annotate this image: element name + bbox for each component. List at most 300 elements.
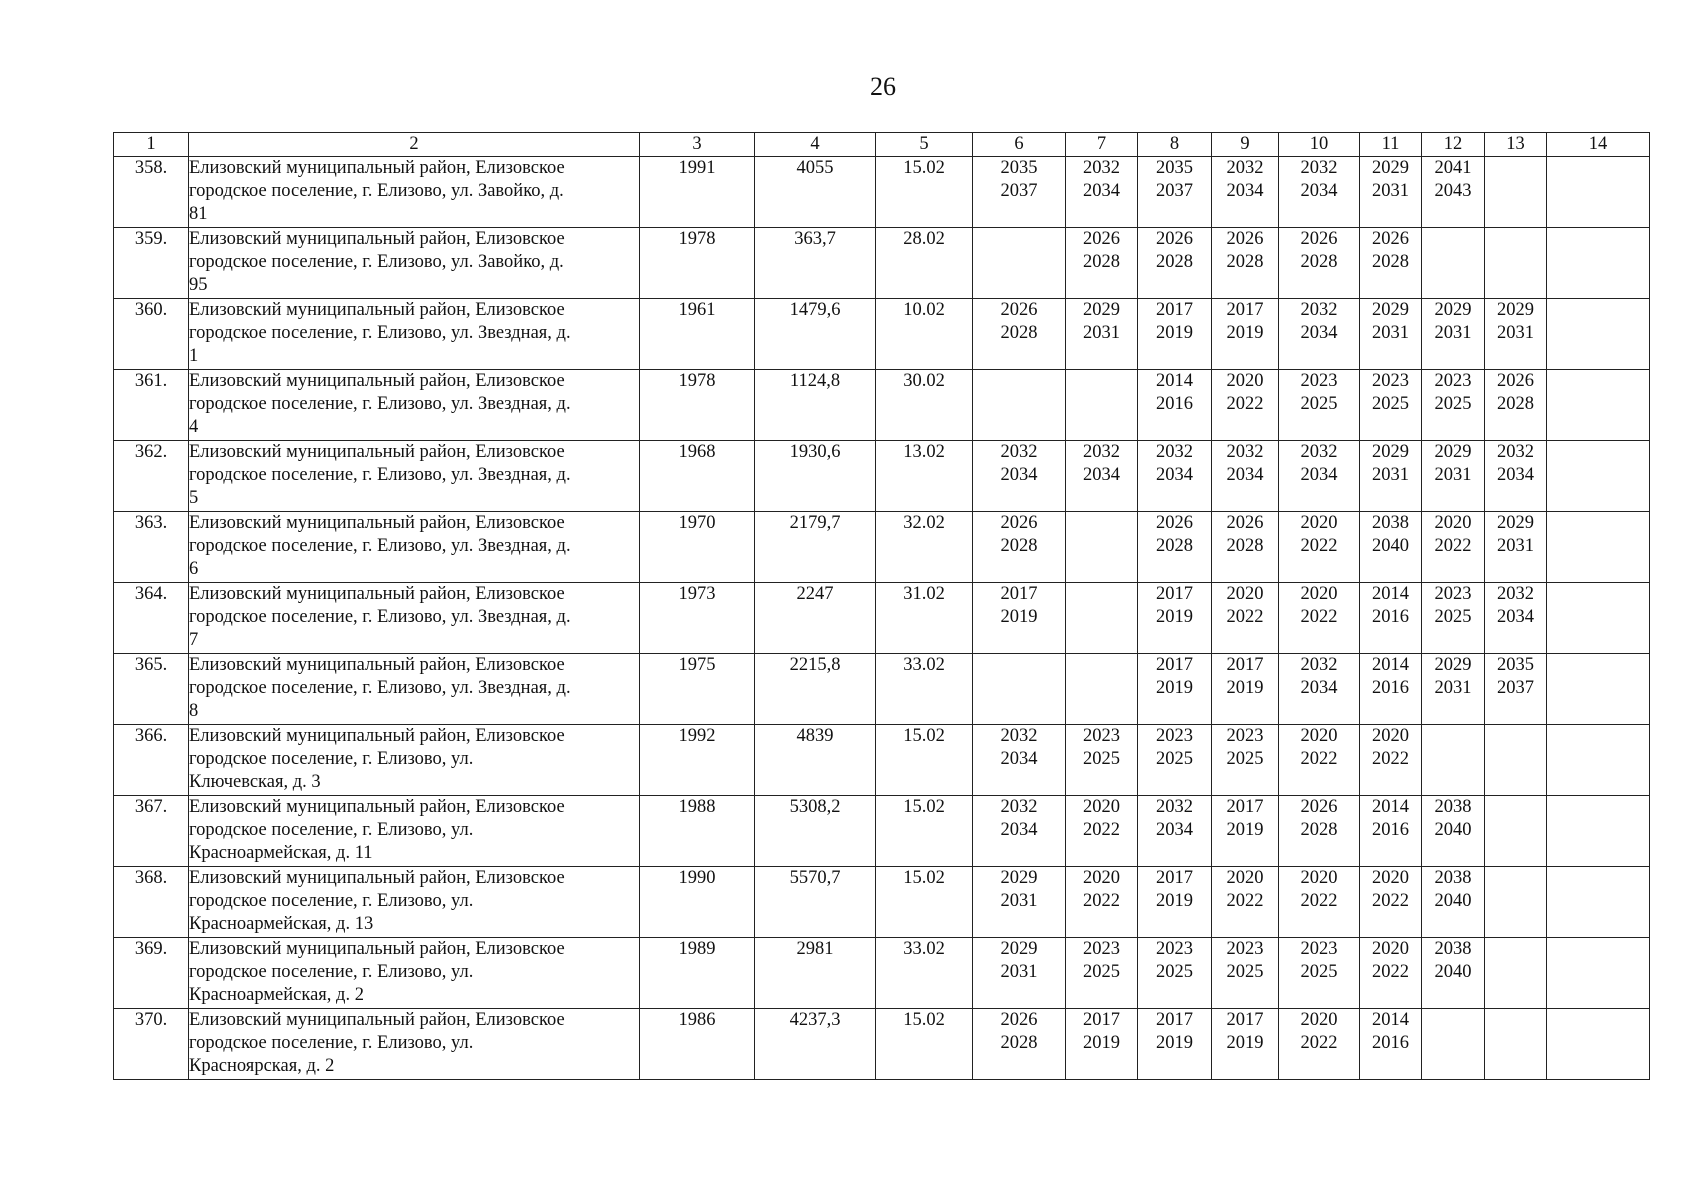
address-line: городское поселение, г. Елизово, ул. Завойко, д. (189, 252, 564, 272)
period-cell (1485, 796, 1547, 867)
period-year: 2026 (1083, 229, 1120, 249)
period-cell (1360, 725, 1422, 796)
period-cell (1547, 228, 1650, 299)
period-year: 2014 (1372, 1010, 1409, 1030)
period-year: 2026 (1300, 229, 1338, 249)
period-cell (1066, 299, 1138, 370)
table-row (114, 512, 1650, 583)
period-cell (973, 228, 1066, 299)
period-year: 2034 (1083, 181, 1120, 201)
period-year: 2032 (1083, 158, 1120, 178)
period-year: 2028 (1226, 252, 1264, 272)
period-year: 2031 (1497, 323, 1534, 343)
period-year: 2025 (1226, 749, 1264, 769)
address-line: городское поселение, г. Елизово, ул. Звездная, д. (189, 536, 571, 556)
table-row (114, 938, 1650, 1009)
period-cell (1485, 938, 1547, 1009)
period-year: 2023 (1083, 939, 1120, 959)
column-header: 7 (1066, 133, 1138, 157)
period-cell (1138, 157, 1212, 228)
period-year: 2040 (1372, 536, 1409, 556)
period-year: 2014 (1156, 371, 1193, 391)
area-cell: 363,7 (755, 228, 876, 299)
period-cell (1485, 370, 1547, 441)
period-cell (1422, 299, 1485, 370)
address-line: городское поселение, г. Елизово, ул. (189, 891, 474, 911)
period-year: 2020 (1226, 371, 1264, 391)
period-cell (1138, 654, 1212, 725)
address-line: Ключевская, д. 3 (189, 772, 321, 792)
period-cell (1422, 441, 1485, 512)
row-number-cell: 366. (114, 725, 189, 796)
period-year: 2032 (1156, 797, 1193, 817)
period-year: 2034 (1300, 323, 1338, 343)
period-year: 2020 (1300, 726, 1338, 746)
period-year: 2032 (1226, 158, 1264, 178)
column-header: 2 (189, 133, 640, 157)
period-cell (1360, 867, 1422, 938)
code-cell: 15.02 (876, 1009, 973, 1080)
period-year: 2034 (1226, 465, 1264, 485)
period-year: 2016 (1372, 607, 1409, 627)
area-cell: 1479,6 (755, 299, 876, 370)
code-cell: 31.02 (876, 583, 973, 654)
period-cell (1422, 867, 1485, 938)
year-cell: 1968 (640, 441, 755, 512)
address-cell (189, 228, 640, 299)
area-cell: 5570,7 (755, 867, 876, 938)
address-line: 8 (189, 701, 199, 721)
period-cell (1066, 725, 1138, 796)
period-cell (1138, 938, 1212, 1009)
period-year: 2017 (1156, 300, 1193, 320)
period-cell (1485, 867, 1547, 938)
period-year: 2041 (1434, 158, 1472, 178)
period-year: 2026 (1000, 1010, 1038, 1030)
period-cell (973, 157, 1066, 228)
period-cell (1360, 228, 1422, 299)
period-cell (1212, 441, 1279, 512)
period-cell (1279, 725, 1360, 796)
period-cell (1485, 725, 1547, 796)
address-cell (189, 938, 640, 1009)
address-line: городское поселение, г. Елизово, ул. (189, 962, 474, 982)
period-year: 2023 (1156, 939, 1193, 959)
period-year: 2034 (1156, 465, 1193, 485)
period-year: 2017 (1156, 584, 1193, 604)
period-year: 2029 (1497, 513, 1534, 533)
address-cell (189, 725, 640, 796)
period-cell (1279, 1009, 1360, 1080)
address-line: Елизовский муниципальный район, Елизовское (189, 584, 565, 604)
period-cell (1547, 1009, 1650, 1080)
period-cell (1547, 654, 1650, 725)
period-year: 2031 (1372, 465, 1409, 485)
period-year: 2028 (1300, 252, 1338, 272)
address-line: 95 (189, 275, 208, 295)
address-line: 6 (189, 559, 199, 579)
period-year: 2019 (1000, 607, 1038, 627)
period-year: 2034 (1000, 820, 1038, 840)
period-year: 2026 (1372, 229, 1409, 249)
period-year: 2032 (1083, 442, 1120, 462)
period-year: 2034 (1300, 678, 1338, 698)
period-cell (973, 867, 1066, 938)
period-year: 2031 (1000, 962, 1038, 982)
period-cell (1547, 441, 1650, 512)
period-year: 2022 (1300, 607, 1338, 627)
area-cell: 2981 (755, 938, 876, 1009)
code-cell: 30.02 (876, 370, 973, 441)
period-cell (1212, 512, 1279, 583)
period-year: 2022 (1226, 394, 1264, 414)
period-year: 2038 (1434, 939, 1472, 959)
row-number-cell: 369. (114, 938, 189, 1009)
period-year: 2020 (1226, 584, 1264, 604)
period-year: 2038 (1434, 868, 1472, 888)
period-year: 2023 (1434, 371, 1472, 391)
address-cell (189, 441, 640, 512)
period-year: 2017 (1226, 300, 1264, 320)
header-row (114, 133, 1650, 157)
period-cell (1138, 1009, 1212, 1080)
period-year: 2014 (1372, 655, 1409, 675)
period-cell (1485, 228, 1547, 299)
period-cell (1360, 441, 1422, 512)
period-year: 2025 (1434, 394, 1472, 414)
period-year: 2026 (1000, 300, 1038, 320)
period-year: 2017 (1000, 584, 1038, 604)
table-body (114, 157, 1650, 1080)
period-cell (1422, 512, 1485, 583)
period-cell (1360, 299, 1422, 370)
period-cell (1547, 725, 1650, 796)
table-row (114, 370, 1650, 441)
period-cell (1279, 938, 1360, 1009)
period-year: 2025 (1300, 962, 1338, 982)
period-year: 2034 (1497, 607, 1534, 627)
period-cell (1547, 796, 1650, 867)
period-year: 2028 (1300, 820, 1338, 840)
period-year: 2034 (1300, 465, 1338, 485)
column-header: 6 (973, 133, 1066, 157)
period-year: 2020 (1083, 797, 1120, 817)
period-year: 2028 (1083, 252, 1120, 272)
period-cell (973, 512, 1066, 583)
period-cell (1360, 938, 1422, 1009)
period-cell (973, 796, 1066, 867)
period-year: 2031 (1083, 323, 1120, 343)
row-number-cell: 363. (114, 512, 189, 583)
year-cell: 1991 (640, 157, 755, 228)
period-cell (1212, 867, 1279, 938)
period-year: 2026 (1226, 229, 1264, 249)
period-cell (1212, 228, 1279, 299)
period-year: 2020 (1434, 513, 1472, 533)
period-year: 2028 (1226, 536, 1264, 556)
period-cell (1212, 1009, 1279, 1080)
period-cell (1066, 938, 1138, 1009)
period-cell (1279, 370, 1360, 441)
period-cell (1279, 867, 1360, 938)
period-year: 2020 (1300, 1010, 1338, 1030)
period-cell (1212, 938, 1279, 1009)
period-year: 2040 (1434, 820, 1472, 840)
table-row (114, 867, 1650, 938)
column-header: 11 (1360, 133, 1422, 157)
period-cell (1138, 583, 1212, 654)
area-cell: 4839 (755, 725, 876, 796)
column-header: 5 (876, 133, 973, 157)
period-year: 2029 (1000, 939, 1038, 959)
period-year: 2017 (1156, 868, 1193, 888)
period-cell (1066, 157, 1138, 228)
period-year: 2017 (1226, 797, 1264, 817)
period-year: 2014 (1372, 797, 1409, 817)
area-cell: 4237,3 (755, 1009, 876, 1080)
period-year: 2022 (1300, 891, 1338, 911)
column-header: 10 (1279, 133, 1360, 157)
page-number: 26 (870, 72, 896, 101)
row-number-cell: 360. (114, 299, 189, 370)
column-header: 8 (1138, 133, 1212, 157)
period-cell (1360, 654, 1422, 725)
period-cell (1279, 441, 1360, 512)
period-year: 2035 (1497, 655, 1534, 675)
code-cell: 10.02 (876, 299, 973, 370)
period-cell (1422, 725, 1485, 796)
period-year: 2029 (1497, 300, 1534, 320)
address-cell (189, 867, 640, 938)
code-cell: 13.02 (876, 441, 973, 512)
table-row (114, 1009, 1650, 1080)
year-cell: 1973 (640, 583, 755, 654)
address-line: Красноармейская, д. 13 (189, 914, 374, 934)
row-number-cell: 368. (114, 867, 189, 938)
period-cell (973, 654, 1066, 725)
year-cell: 1970 (640, 512, 755, 583)
period-year: 2022 (1372, 891, 1409, 911)
period-year: 2026 (1156, 513, 1193, 533)
period-cell (1360, 512, 1422, 583)
address-line: Елизовский муниципальный район, Елизовское (189, 158, 565, 178)
period-cell (1485, 583, 1547, 654)
period-cell (1547, 512, 1650, 583)
address-cell (189, 157, 640, 228)
address-line: городское поселение, г. Елизово, ул. Звездная, д. (189, 465, 571, 485)
year-cell: 1986 (640, 1009, 755, 1080)
period-year: 2026 (1300, 797, 1338, 817)
period-cell (1279, 512, 1360, 583)
period-year: 2023 (1434, 584, 1472, 604)
period-year: 2032 (1300, 655, 1338, 675)
period-year: 2025 (1083, 962, 1120, 982)
address-line: Елизовский муниципальный район, Елизовское (189, 229, 565, 249)
column-header: 9 (1212, 133, 1279, 157)
period-year: 2023 (1300, 939, 1338, 959)
period-year: 2023 (1156, 726, 1193, 746)
period-cell (1138, 512, 1212, 583)
period-year: 2023 (1372, 371, 1409, 391)
table-row (114, 725, 1650, 796)
address-line: Елизовский муниципальный район, Елизовское (189, 868, 565, 888)
period-year: 2034 (1497, 465, 1534, 485)
period-year: 2037 (1000, 181, 1038, 201)
period-year: 2032 (1000, 726, 1038, 746)
period-year: 2029 (1434, 300, 1472, 320)
code-cell: 33.02 (876, 654, 973, 725)
period-cell (1279, 583, 1360, 654)
period-year: 2020 (1372, 726, 1409, 746)
period-year: 2019 (1226, 323, 1264, 343)
address-line: Елизовский муниципальный район, Елизовское (189, 513, 565, 533)
code-cell: 15.02 (876, 157, 973, 228)
period-year: 2038 (1372, 513, 1409, 533)
period-year: 2034 (1226, 181, 1264, 201)
period-year: 2031 (1434, 323, 1472, 343)
period-year: 2019 (1226, 820, 1264, 840)
period-year: 2031 (1372, 181, 1409, 201)
address-line: городское поселение, г. Елизово, ул. (189, 1033, 474, 1053)
period-cell (1212, 796, 1279, 867)
row-number-cell: 370. (114, 1009, 189, 1080)
period-cell (1485, 157, 1547, 228)
period-year: 2032 (1156, 442, 1193, 462)
period-year: 2022 (1300, 1033, 1338, 1053)
period-year: 2016 (1372, 1033, 1409, 1053)
period-year: 2032 (1497, 442, 1534, 462)
period-year: 2023 (1226, 726, 1264, 746)
period-cell (1422, 228, 1485, 299)
period-cell (1138, 299, 1212, 370)
period-year: 2034 (1300, 181, 1338, 201)
row-number-cell: 358. (114, 157, 189, 228)
period-cell (973, 583, 1066, 654)
period-cell (973, 1009, 1066, 1080)
address-line: Елизовский муниципальный район, Елизовское (189, 300, 565, 320)
period-cell (1485, 654, 1547, 725)
period-cell (1360, 157, 1422, 228)
period-cell (973, 370, 1066, 441)
period-year: 2022 (1300, 749, 1338, 769)
address-line: 5 (189, 488, 199, 508)
registry-table (113, 132, 1650, 1080)
address-line: городское поселение, г. Елизово, ул. Завойко, д. (189, 181, 564, 201)
table-row (114, 583, 1650, 654)
period-cell (1422, 938, 1485, 1009)
area-cell: 1124,8 (755, 370, 876, 441)
period-year: 2029 (1083, 300, 1120, 320)
area-cell: 2179,7 (755, 512, 876, 583)
period-year: 2019 (1156, 1033, 1193, 1053)
period-year: 2025 (1156, 749, 1193, 769)
address-line: Красноярская, д. 2 (189, 1056, 335, 1076)
year-cell: 1961 (640, 299, 755, 370)
period-cell (1212, 583, 1279, 654)
period-year: 2028 (1497, 394, 1534, 414)
period-year: 2032 (1000, 797, 1038, 817)
period-year: 2022 (1372, 749, 1409, 769)
row-number-cell: 365. (114, 654, 189, 725)
period-cell (1485, 512, 1547, 583)
period-year: 2017 (1156, 655, 1193, 675)
period-year: 2023 (1083, 726, 1120, 746)
address-line: Елизовский муниципальный район, Елизовское (189, 939, 565, 959)
period-cell (1279, 228, 1360, 299)
period-year: 2026 (1497, 371, 1534, 391)
period-cell (1485, 1009, 1547, 1080)
table-row (114, 441, 1650, 512)
address-line: Елизовский муниципальный район, Елизовское (189, 726, 565, 746)
period-year: 2032 (1000, 442, 1038, 462)
period-year: 2029 (1372, 442, 1409, 462)
period-year: 2035 (1000, 158, 1038, 178)
period-cell (1547, 867, 1650, 938)
period-cell (973, 299, 1066, 370)
period-cell (1279, 299, 1360, 370)
table-row (114, 299, 1650, 370)
area-cell: 2215,8 (755, 654, 876, 725)
address-cell (189, 796, 640, 867)
period-year: 2020 (1083, 868, 1120, 888)
area-cell: 5308,2 (755, 796, 876, 867)
period-cell (1138, 370, 1212, 441)
period-cell (1066, 796, 1138, 867)
year-cell: 1990 (640, 867, 755, 938)
column-header: 3 (640, 133, 755, 157)
address-line: Елизовский муниципальный район, Елизовское (189, 1010, 565, 1030)
period-year: 2028 (1372, 252, 1409, 272)
period-year: 2026 (1000, 513, 1038, 533)
period-year: 2040 (1434, 962, 1472, 982)
code-cell: 28.02 (876, 228, 973, 299)
column-header: 13 (1485, 133, 1547, 157)
period-year: 2017 (1083, 1010, 1120, 1030)
period-cell (1422, 796, 1485, 867)
address-cell (189, 370, 640, 441)
period-cell (1138, 725, 1212, 796)
period-year: 2028 (1000, 323, 1038, 343)
period-year: 2028 (1156, 252, 1193, 272)
address-cell (189, 654, 640, 725)
period-year: 2019 (1156, 323, 1193, 343)
column-header: 12 (1422, 133, 1485, 157)
period-year: 2016 (1372, 820, 1409, 840)
period-cell (1066, 441, 1138, 512)
row-number-cell: 359. (114, 228, 189, 299)
period-cell (1547, 370, 1650, 441)
period-year: 2031 (1000, 891, 1038, 911)
period-year: 2028 (1000, 1033, 1038, 1053)
period-cell (1360, 370, 1422, 441)
period-year: 2019 (1156, 607, 1193, 627)
period-cell (1360, 583, 1422, 654)
period-cell (1138, 867, 1212, 938)
address-line: 4 (189, 417, 199, 437)
address-cell (189, 583, 640, 654)
period-cell (973, 725, 1066, 796)
period-year: 2032 (1226, 442, 1264, 462)
period-cell (1279, 157, 1360, 228)
period-year: 2020 (1300, 868, 1338, 888)
period-year: 2022 (1372, 962, 1409, 982)
period-year: 2037 (1156, 181, 1193, 201)
address-cell (189, 1009, 640, 1080)
address-line: Елизовский муниципальный район, Елизовское (189, 655, 565, 675)
period-year: 2028 (1156, 536, 1193, 556)
period-cell (1212, 725, 1279, 796)
period-year: 2019 (1156, 678, 1193, 698)
